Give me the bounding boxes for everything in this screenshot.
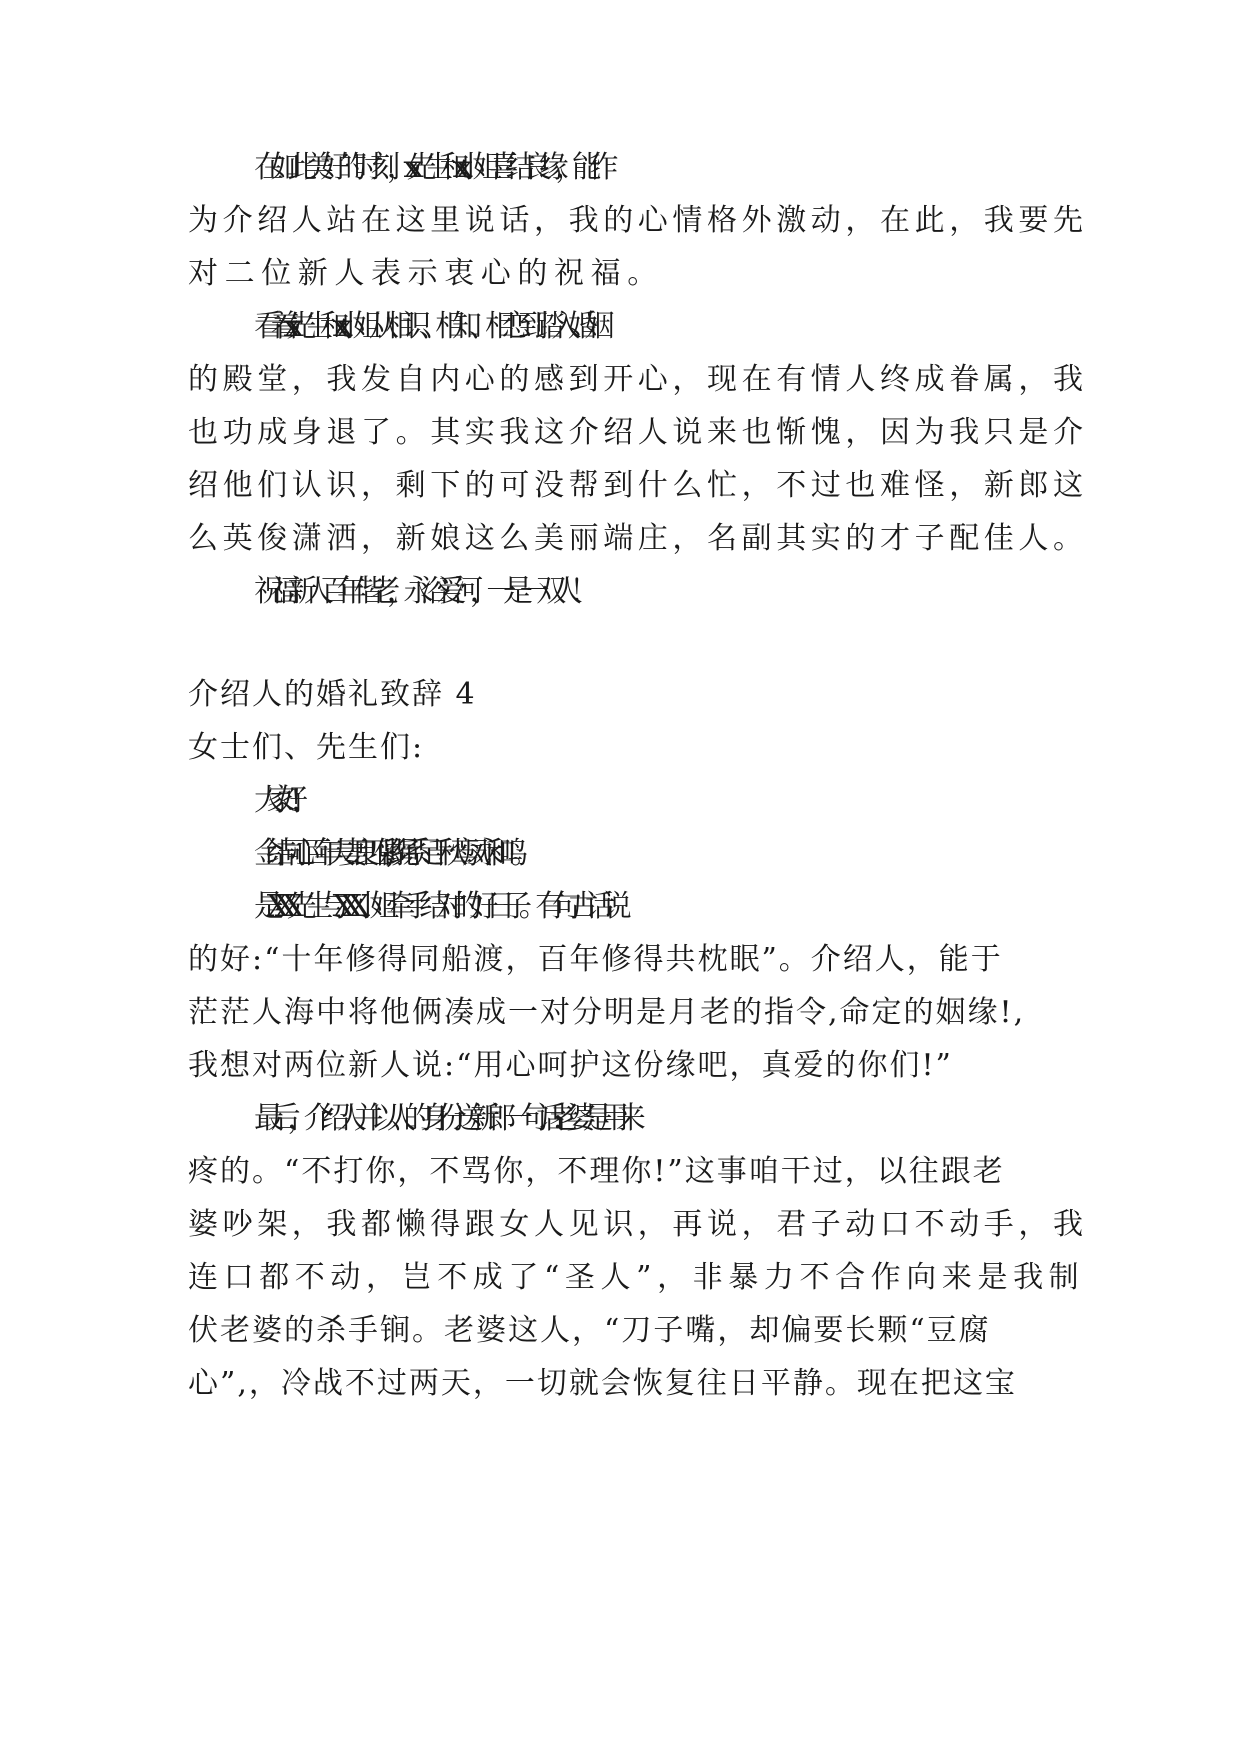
paragraph-line: 也功成身退了。其实我这介绍人说来也惭愧，因为我只是介 — [188, 415, 1088, 450]
paragraph-line: 在如此美好的时刻，xx 先生和 xx 小姐喜结良缘，能作 — [254, 150, 606, 185]
couplet: 金结同心百年夫妻良匹偶;彩绳系足千秋鸾凤永和鸣。 — [254, 836, 523, 871]
paragraph-line: 祝福新人百年偕老，永浴爱河，一是一双人！ — [254, 574, 586, 609]
paragraph-line: 茫茫人海中将他俩凑成一对分明是月老的指令,命定的姻缘!, — [188, 995, 1026, 1030]
paragraph-line: 心”,，冷战不过两天，一切就会恢复往日平静。现在把这宝 — [188, 1366, 1017, 1401]
paragraph-line: 绍他们认识，剩下的可没帮到什么忙，不过也难怪，新郎这 — [188, 468, 1088, 503]
paragraph-line: 是 XXX 先生与 XXX 小姐牵手结对的好日子。有句古话说 — [254, 889, 619, 924]
paragraph-line: 我想对两位新人说:“用心呵护这份缘吧，真爱的你们!” — [188, 1048, 953, 1083]
paragraph-line: 连口都不动，岂不成了“圣人”，非暴力不合作向来是我制 — [188, 1260, 1085, 1295]
paragraph-line: 么英俊潇洒，新娘这么美丽端庄，名副其实的才子配佳人。 — [188, 521, 1088, 556]
section-title: 介绍人的婚礼致辞 4 — [188, 677, 477, 712]
paragraph-line: 的好:“十年修得同船渡，百年修得共枕眠”。介绍人，能于 — [188, 942, 1003, 977]
paragraph-line: 最后，介绍人并以人的身份送新郎一句话:老婆是用来 — [254, 1101, 633, 1136]
paragraph-line: 伏老婆的杀手锏。老婆这人，“刀子嘴，却偏要长颗“豆腐 — [188, 1313, 991, 1348]
salutation: 女士们、先生们: — [188, 730, 425, 765]
paragraph-line: 看着 xx 先生和 xx 小姐从相识、相知、相恋到踏入婚姻 — [254, 309, 602, 344]
paragraph-line: 婆吵架，我都懒得跟女人见识，再说，君子动口不动手，我 — [188, 1207, 1088, 1242]
paragraph-line: 的殿堂，我发自内心的感到开心，现在有情人终成眷属，我 — [188, 362, 1088, 397]
paragraph-line: 为介绍人站在这里说话，我的心情格外激动，在此，我要先 — [188, 203, 1088, 238]
greeting: 大家好! — [254, 783, 285, 818]
paragraph-line: 疼的。“不打你，不骂你，不理你!”这事咱干过，以往跟老 — [188, 1154, 1005, 1189]
paragraph-line: 对二位新人表示衷心的祝福。 — [188, 256, 664, 291]
